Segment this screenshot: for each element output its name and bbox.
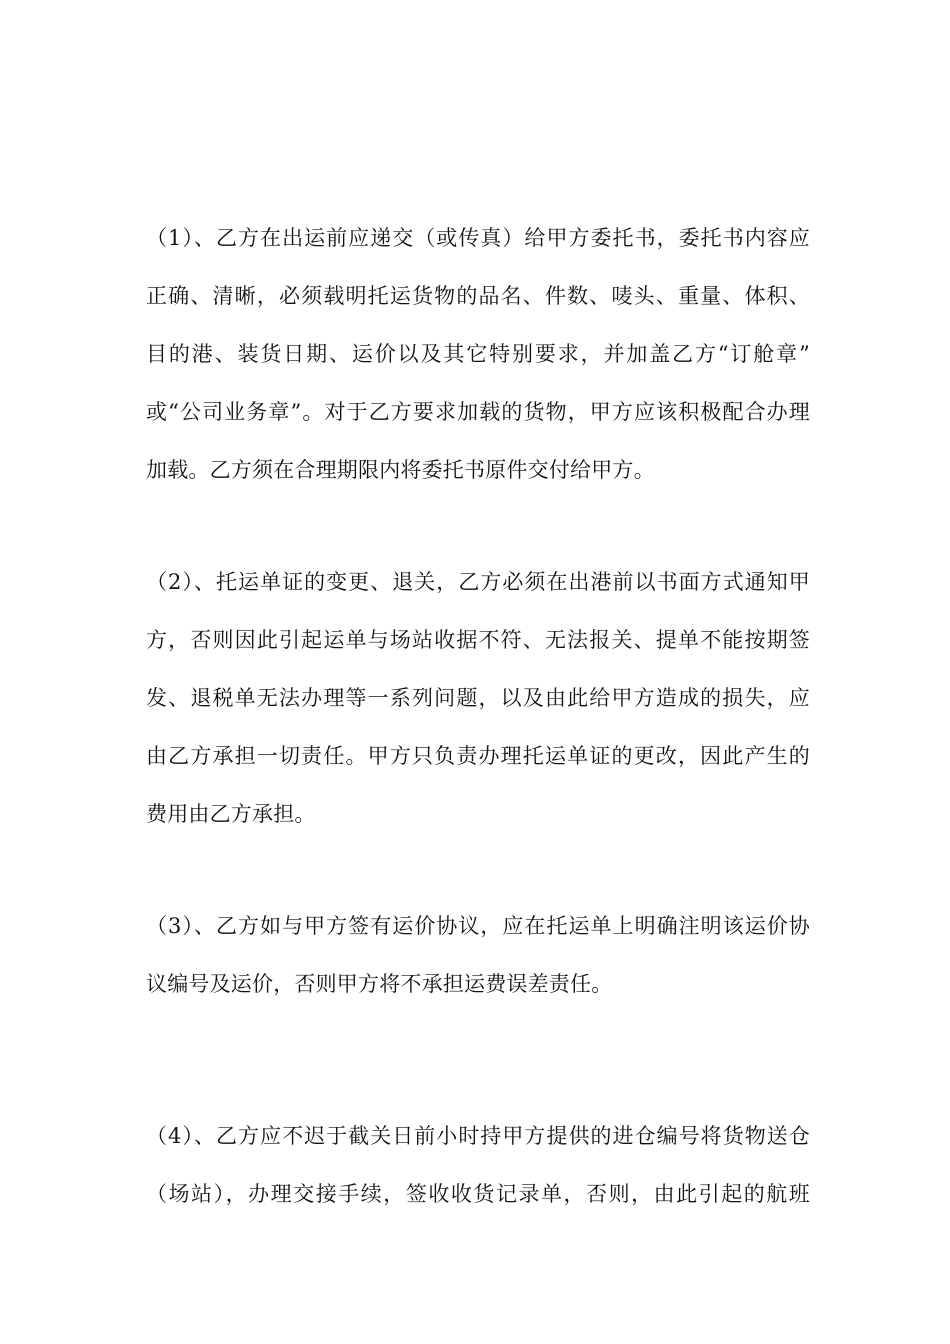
- clause-3-paragraph: [146, 897, 810, 1013]
- clause-line: （1）、乙方在出运前应递交（或传真）给甲方委托书，委托书内容应: [146, 226, 810, 250]
- clause-line: 方，否则因此引起运单与场站收据不符、无法报关、提单不能按期签: [146, 628, 810, 652]
- clause-line: 费用由乙方承担。: [146, 802, 316, 826]
- clause-line: 正确、清晰，必须载明托运货物的品名、件数、唛头、重量、体积、: [146, 284, 810, 308]
- clause-line: （4）、乙方应不迟于截关日前小时持甲方提供的进仓编号将货物送仓: [146, 1124, 810, 1148]
- clause-line: 议编号及运价，否则甲方将不承担运费误差责任。: [146, 972, 613, 996]
- clause-line: 目的港、装货日期、运价以及其它特别要求，并加盖乙方“订舱章”: [146, 342, 810, 366]
- clause-line: （3）、乙方如与甲方签有运价协议，应在托运单上明确注明该运价协: [146, 914, 810, 938]
- clause-line: （场站），办理交接手续，签收收货记录单，否则，由此引起的航班: [146, 1182, 810, 1206]
- clause-line: 由乙方承担一切责任。甲方只负责办理托运单证的更改，因此产生的: [146, 744, 810, 768]
- clause-line: （2）、托运单证的变更、退关，乙方必须在出港前以书面方式通知甲: [146, 570, 810, 594]
- clause-line: 发、退税单无法办理等一系列问题，以及由此给甲方造成的损失，应: [146, 686, 810, 710]
- clause-line: 加载。乙方须在合理期限内将委托书原件交付给甲方。: [146, 458, 655, 482]
- clause-2-paragraph: [146, 553, 810, 843]
- clause-1-paragraph: [146, 209, 810, 499]
- clause-4-paragraph: [146, 1107, 810, 1223]
- clause-line: 或“公司业务章”。对于乙方要求加载的货物，甲方应该积极配合办理: [146, 400, 810, 424]
